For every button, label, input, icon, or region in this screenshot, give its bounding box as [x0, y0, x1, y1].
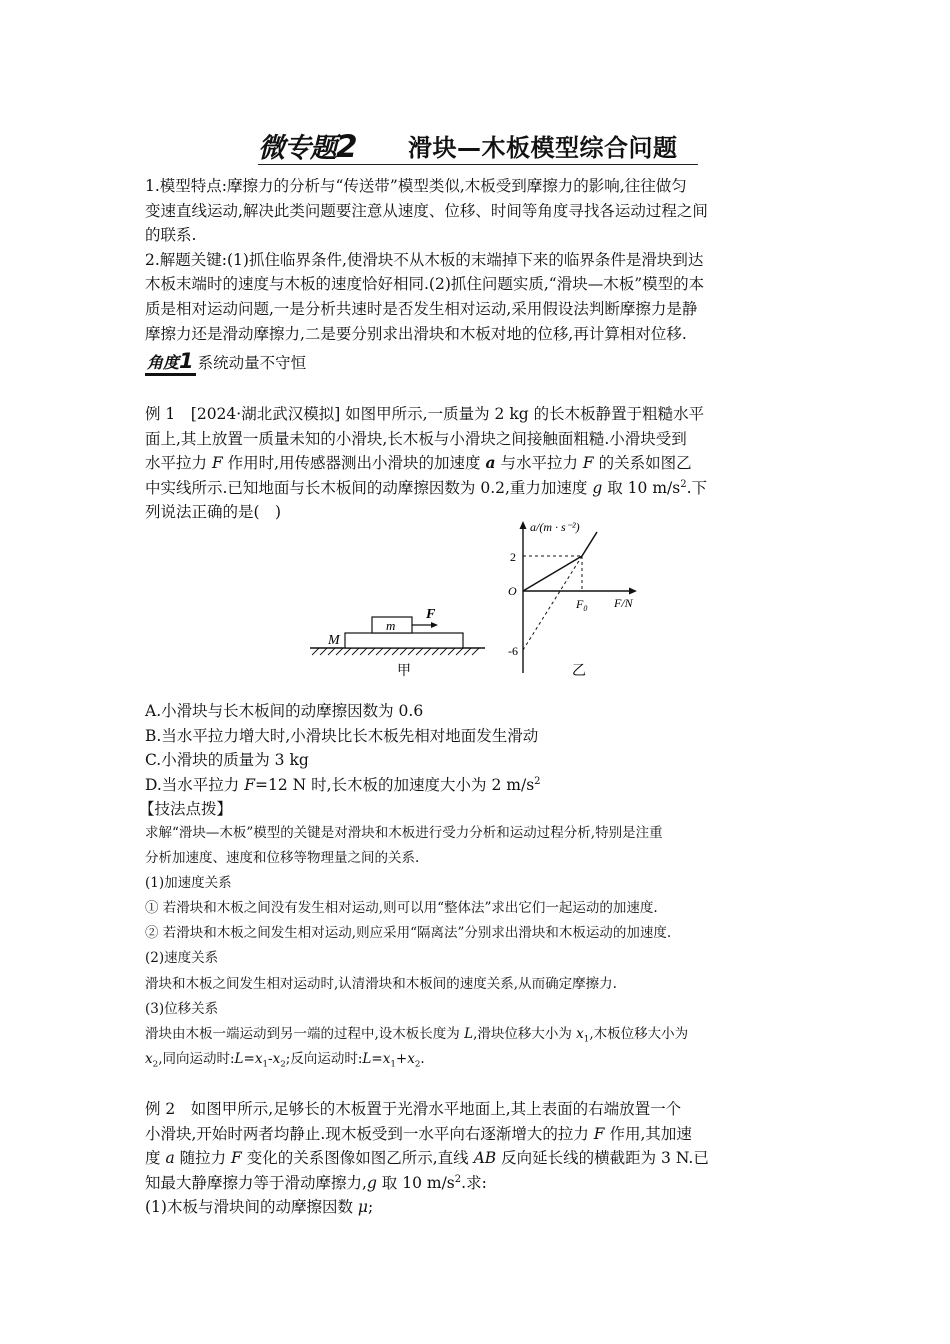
- long-board: [345, 633, 463, 648]
- graph-line-upper: [582, 532, 597, 556]
- angle-badge-number: 1: [179, 349, 194, 373]
- example-1-figure: [300, 515, 660, 690]
- y-axis-arrow: [520, 521, 527, 529]
- tip-subheading: (1)加速度关系: [145, 875, 232, 892]
- x-axis-arrow: [629, 588, 637, 595]
- figure-caption-right: 乙: [572, 664, 586, 679]
- x-axis-label: F/N: [614, 596, 633, 610]
- origin-label: O: [508, 584, 517, 598]
- board-label: M: [328, 633, 340, 648]
- example-2-line: (1)木板与滑块间的动摩擦因数 μ;: [145, 1198, 374, 1217]
- tip-line: 滑块和木板之间发生相对运动时,认清滑块和木板间的速度关系,从而确定摩擦力.: [145, 975, 617, 992]
- option-d: D.当水平拉力 F=12 N 时,长木板的加速度大小为 2 $m/s^2$: [145, 775, 541, 794]
- ground-hatching: [312, 648, 479, 655]
- intro-line: 1.模型特点:摩擦力的分析与“传送带”模型类似,木板受到摩擦力的影响,往往做匀: [145, 177, 687, 195]
- example-2-line: 例 2 如图甲所示,足够长的木板置于光滑水平地面上,其上表面的右端放置一个: [145, 1100, 682, 1118]
- intro-section: [145, 174, 815, 346]
- y-axis-label: a/(m · s⁻²): [530, 520, 580, 534]
- block-label: m: [386, 618, 396, 633]
- option-a: A.小滑块与长木板间的动摩擦因数为 0.6: [145, 702, 424, 720]
- angle-badge-text: 角度: [147, 353, 180, 372]
- tip-line: 求解“滑块—木板”模型的关键是对滑块和木板进行受力分析和运动过程分析,特别是注重: [145, 825, 663, 841]
- example-1-line: 水平拉力 F 作用时,用传感器测出小滑块的加速度 a 与水平拉力 F 的关系如图乙: [145, 453, 692, 473]
- example-1-line: 列说法正确的是( ): [145, 503, 282, 522]
- intro-line: 质是相对运动问题,一是分析共速时是否发生相对运动,采用假设法判断摩擦力是静: [145, 299, 698, 318]
- example-2-line: 小滑块,开始时两者均静止.现木板受到一水平向右逐渐增大的拉力 F 作用,其加速: [145, 1124, 692, 1143]
- tip-line: 分析加速度、速度和位移等物理量之间的关系.: [145, 850, 420, 867]
- intro-line: 摩擦力还是滑动摩擦力,二是要分别求出滑块和木板对地的位移,再计算相对位移.: [145, 324, 687, 343]
- tips-heading: 【技法点拨】: [139, 800, 233, 818]
- y-tick-top: 2: [510, 550, 516, 564]
- force-label: F: [426, 607, 436, 622]
- y-tick-bottom: -6: [508, 644, 518, 658]
- page-title: [258, 124, 698, 165]
- title-badge-number: 2: [336, 129, 357, 165]
- example-2-line: 度 a 随拉力 F 变化的关系图像如图乙所示,直线 AB 反向延长线的横截距为 3 N.已: [145, 1149, 709, 1168]
- intro-line: 木板末端时的速度与木板的速度恰好相同.(2)抓住问题实质,“滑块—木板”模型的本: [145, 275, 705, 294]
- force-arrow-head: [431, 622, 438, 628]
- x-tick-label: $F_0$: [576, 597, 588, 613]
- option-b: B.当水平拉力增大时,小滑块比长木板先相对地面发生滑动: [145, 726, 539, 745]
- tip-line: $x_2$,同向运动时$:L=x_1-x_2$;反向运动时$:L=x_1+x_2$.: [145, 1050, 425, 1070]
- intro-line: 的联系.: [145, 226, 197, 245]
- example-1-line: 面上,其上放置一质量未知的小滑块,长木板与小滑块之间接触面粗糙.小滑块受到: [145, 429, 687, 448]
- example-1-line: 中实线所示.已知地面与长木板间的动摩擦因数为 0.2,重力加速度 g 取 10 $m/s^2$.下: [145, 478, 708, 497]
- angle-title: 系统动量不守恒: [197, 354, 307, 372]
- tips-section: [145, 821, 825, 1072]
- tip-subheading: (2)速度关系: [145, 950, 219, 967]
- figure-caption-left: 甲: [397, 664, 411, 679]
- example-1: [145, 402, 815, 525]
- example-1-line: 例 1 [2024·湖北武汉模拟] 如图甲所示,一质量为 2 kg 的长木板静置于粗糙水平: [145, 405, 705, 423]
- title-badge-text: 微专题: [258, 133, 336, 164]
- intro-line: 变速直线运动,解决此类问题要注意从速度、位移、时间等角度寻找各运动过程之间: [145, 201, 708, 220]
- tip-subheading: (3)位移关系: [145, 1000, 219, 1017]
- angle-badge: [145, 351, 196, 376]
- graph-line-lower: [523, 556, 582, 591]
- tip-line: ① 若滑块和木板之间没有发生相对运动,则可以用“整体法”求出它们一起运动的加速度.: [145, 900, 658, 917]
- title-text: 滑块—木板模型综合问题: [408, 134, 678, 162]
- option-c: C.小滑块的质量为 3 kg: [145, 751, 309, 770]
- extension-line: [523, 556, 582, 650]
- tip-line: ② 若滑块和木板之间发生相对运动,则应采用“隔离法”分别求出滑块和木板运动的加速度.: [145, 925, 672, 942]
- tip-line: 滑块由木板一端运动到另一端的过程中,设木板长度为 L,滑块位移大小为 $x_1$,木板位移大小为: [145, 1025, 689, 1045]
- example-2-line: 知最大静摩擦力等于滑动摩擦力,g 取 10 $m/s^2$.求:: [145, 1173, 487, 1192]
- intro-line: 2.解题关键:(1)抓住临界条件,使滑块不从木板的末端掉下来的临界条件是滑块到达: [145, 250, 704, 269]
- options: [145, 699, 815, 797]
- example-2: [145, 1097, 815, 1220]
- title-badge: [258, 126, 357, 165]
- angle-heading: [145, 351, 306, 375]
